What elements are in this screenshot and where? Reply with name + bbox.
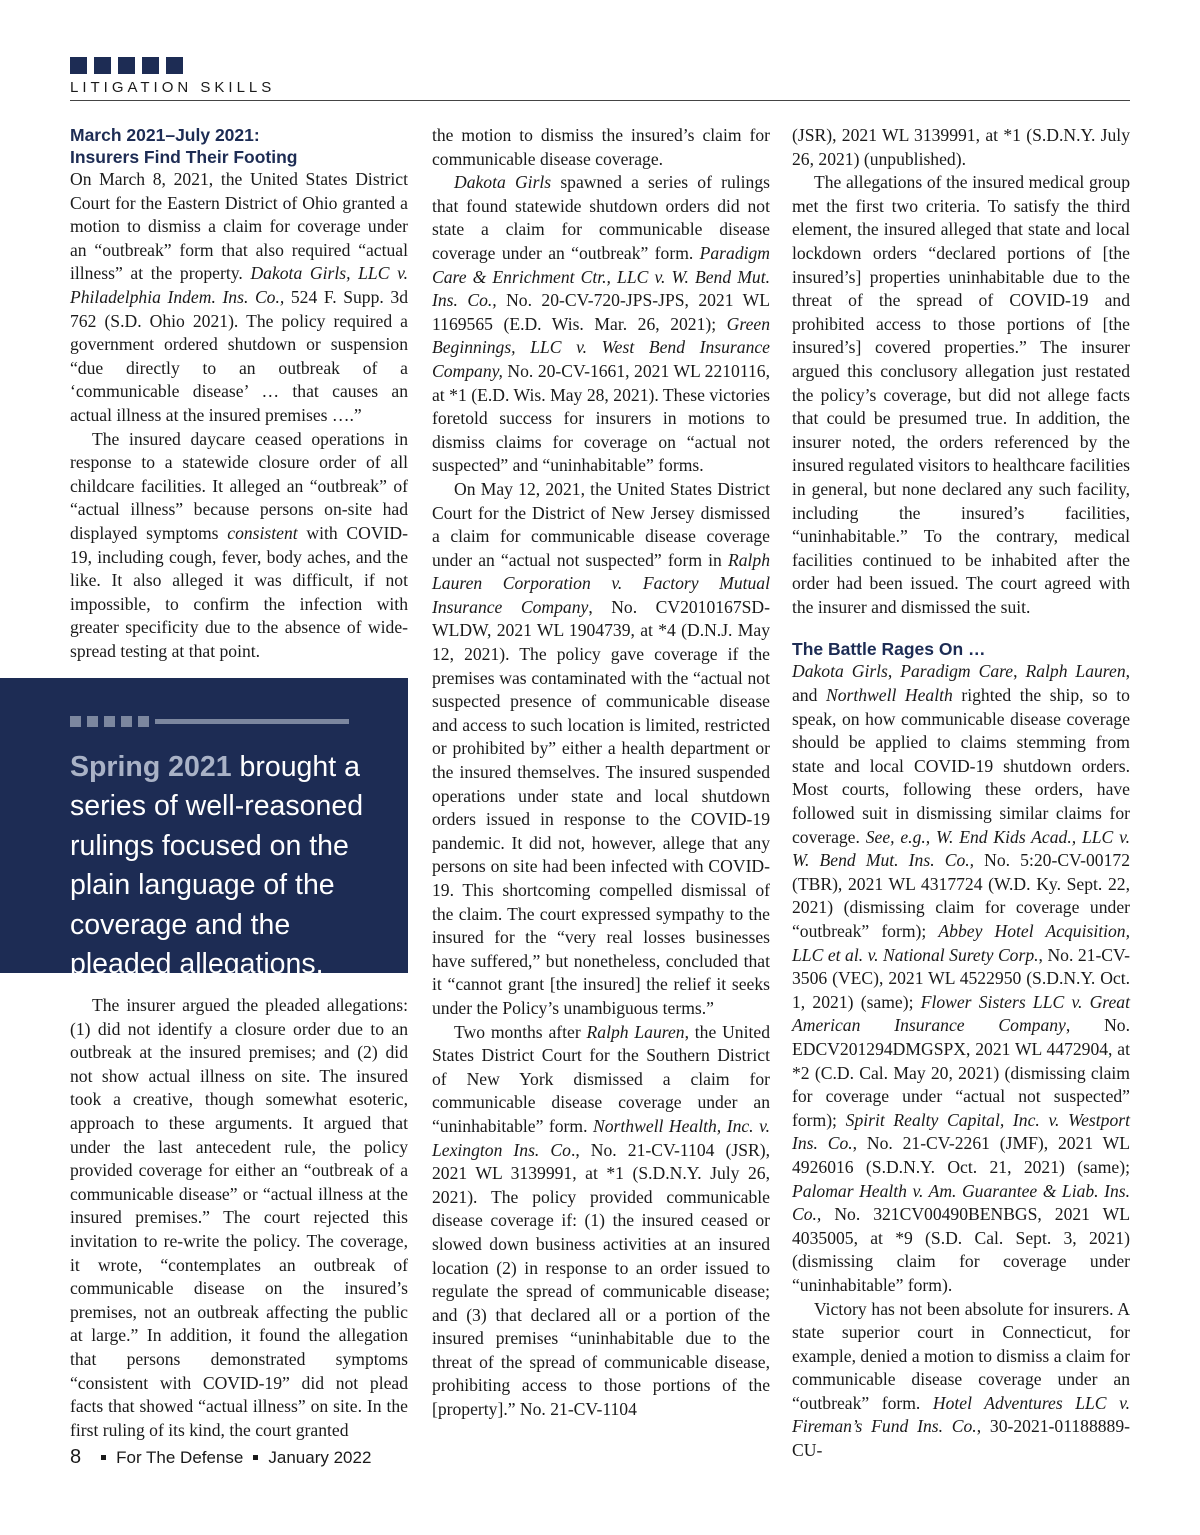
paragraph: the motion to dismiss the insured’s claim for communicable disease coverage. <box>432 125 770 169</box>
header-square <box>142 57 159 74</box>
header-square <box>70 57 87 74</box>
footer-bullet <box>253 1455 258 1460</box>
column-1-lower <box>70 994 408 1442</box>
section-label: LITIGATION SKILLS <box>70 79 276 96</box>
paragraph: Dakota Girls, Paradigm Care, Ralph Lauren, and Northwell Health righted the ship, so to speak, on how communicable disease coverage should be applied to claims stemming from state and local COVID-19 shutdown orders. Most courts, following these orders, have followed suit in dismissing similar claims for coverage. See, e.g., W. End Kids Acad., LLC v. W. Bend Mut. Ins. Co., No. 5:20-CV-00172 (TBR), 2021 WL 4317724 (W.D. Ky. Sept. 22, 2021) (dismissing claim for coverage under “outbreak” form); Abbey Hotel Acquisition, LLC et al. v. National Surety Corp., No. 21-CV-3506 (VEC), 2021 WL 4522950 (S.D.N.Y. Oct. 1, 2021) (same); Flower Sisters LLC v. Great American Insurance Company, No. EDCV201294DMGSPX, 2021 WL 4472904, at *2 (C.D. Cal. May 20, 2021) (dismissing claim for coverage under “actual not suspected” form); Spirit Realty Capital, Inc. v. Westport Ins. Co., No. 21-CV-2261 (JMF), 2021 WL 4926016 (S.D.N.Y. Oct. 21, 2021) (same); Palomar Health v. Am. Guarantee & Liab. Ins. Co., No. 321CV00490BENBGS, 2021 WL 4035005, at *9 (S.D. Cal. Sept. 3, 2021) (dismissing claim for coverage under “uninhabitable” form). <box>792 661 1131 1295</box>
page-number: 8 <box>70 1446 82 1468</box>
column-2 <box>432 124 770 1422</box>
paragraph: The insured daycare ceased operations in response to a statewide closure order of all childcare facilities. It alleged an “outbreak” of “actual illness” because persons on-site had displayed symptoms consistent with COVID-19, including cough, fever, body aches, and the like. It also alleged it was difficult, if not impossible, to confirm the infection with greater specificity due to the absence of wide-spread testing at that point. <box>70 428 408 661</box>
section-heading-battle-rages: The Battle Rages On … <box>792 639 986 660</box>
paragraph: (JSR), 2021 WL 3139991, at *1 (S.D.N.Y. July 26, 2021) (unpublished). <box>792 125 1130 169</box>
issue-date: January 2022 <box>268 1447 372 1467</box>
header-square <box>118 57 135 74</box>
section-heading-march-july: March 2021–July 2021: Insurers Find Their Footing <box>70 125 298 167</box>
paragraph: On May 12, 2021, the United States District Court for the District of New Jersey dismissed a claim for communicable disease coverage under an “actual not suspected” form in Ralph Lauren Corporation v. Factory Mutual Insurance Company, No. CV2010167SD-WLDW, 2021 WL 1904739, at *4 (D.N.J. May 12, 2021). The policy gave coverage if the premises was contaminated with the “actual not suspected presence of communicable disease and access to such location is limited, restricted or prohibited by” either a health department or the insured themselves. The insured suspended operations under state and local shutdown orders issued in response to the COVID-19 pandemic. It did not, however, allege that any persons on site had been infected with COVID-19. This shortcoming compelled dismissal of the claim. The court expressed sympathy to the insured for the “very real losses businesses have suffered,” but nonetheless, concluded that it “cannot grant [the insured] the relief it seeks under the Policy’s unambiguous terms.” <box>432 478 770 1018</box>
column-3 <box>792 124 1130 1463</box>
paragraph: Dakota Girls spawned a series of rulings that found statewide shutdown orders did not state a claim for communicable disease coverage under an “outbreak” form. Paradigm Care & Enrichment Ctr., LLC v. W. Bend Mut. Ins. Co., No. 20-CV-720-JPS-JPS, 2021 WL 1169565 (E.D. Wis. Mar. 26, 2021); Green Beginnings, LLC v. West Bend Insurance Company, No. 20-CV-1661, 2021 WL 2210116, at *1 (E.D. Wis. May 28, 2021). These victories foretold success for insurers in motions to dismiss claims for coverage on “actual not suspected” and “uninhabitable” forms. <box>432 172 770 476</box>
pull-quote-ornament <box>70 716 349 727</box>
column-1 <box>70 124 408 663</box>
header-square <box>166 57 183 74</box>
page-footer <box>70 1446 371 1469</box>
header-square <box>94 57 111 74</box>
header-ornament-squares <box>70 57 183 74</box>
paragraph: On March 8, 2021, the United States District Court for the Eastern District of Ohio granted a motion to dismiss a claim for coverage under an “outbreak” form that also required “actual illness” at the property. Dakota Girls, LLC v. Philadelphia Indem. Ins. Co., 524 F. Supp. 3d 762 (S.D. Ohio 2021). The policy required a government ordered shutdown or suspension “due directly to an outbreak of a ‘communicable disease’ … that causes an actual illness at the insured premises ….” <box>70 169 408 425</box>
paragraph: Victory has not been absolute for insurers. A state superior court in Connecticut, for example, denied a motion to dismiss a claim for communicable disease coverage under an “outbreak” form. Hotel Adventures LLC v. Fireman’s Fund Ins. Co., 30-2021-01188889-CU- <box>792 1298 1130 1461</box>
paragraph: The insurer argued the pleaded allegations: (1) did not identify a closure order due to an outbreak at the insured premises; and (2) did not show actual illness on site. The insured took a creative, though somewhat esoteric, approach to these arguments. It argued that under the last antecedent rule, the policy provided coverage for either an “outbreak of a communicable disease” or “actual illness at the insured premises.” The court rejected this invitation to re-write the policy. The coverage, it wrote, “contemplates an outbreak of communicable disease on the insured’s premises, not an outbreak affecting the public at large.” In addition, it found the allegation that persons demonstrated symptoms “consistent with COVID-19” did not plead facts that showed “actual illness” on site. In the first ruling of its kind, the court granted <box>70 995 408 1440</box>
publication-name: For The Defense <box>116 1447 244 1467</box>
header-rule <box>70 100 1130 101</box>
footer-bullet <box>101 1455 106 1460</box>
pull-quote-text: Spring 2021 brought a series of well-reasoned rulings focused on the plain language of the coverage and the pleaded allegations. <box>70 751 364 981</box>
paragraph: Two months after Ralph Lauren, the United States District Court for the Southern District of New York dismissed a claim for communicable disease coverage under an “uninhabitable” form. Northwell Health, Inc. v. Lexington Ins. Co., No. 21-CV-1104 (JSR), 2021 WL 3139991, at *1 (S.D.N.Y. July 26, 2021). The policy provided communicable disease coverage if: (1) the insured ceased or slowed down business activities at an insured location (2) in response to an order issued to regulate the spread of communicable disease; and (3) that declared all or a portion of the insured premises “uninhabitable due to the threat of the spread of communicable disease, prohibiting access to those portions of the [property].” No. 21-CV-1104 <box>432 1021 770 1420</box>
paragraph: The allegations of the insured medical group met the first two criteria. To satisfy the third element, the insured alleged that state and local lockdown orders “declared portions of [the insured’s] properties uninhabitable due to the threat of the spread of COVID-19 and prohibited access to those portions of [the insured’s] covered properties.” The insurer argued this conclusory allegation just restated the policy’s coverage, but did not allege facts that could be presumed true. In addition, the insurer noted, the orders referenced by the insured regulated visitors to healthcare facilities in general, but none declared any such facility, including the insured’s facilities, “uninhabitable.” To the contrary, medical facilities continued to be inhabited after the order had been issued. The court agreed with the insurer and dismissed the suit. <box>792 172 1130 617</box>
